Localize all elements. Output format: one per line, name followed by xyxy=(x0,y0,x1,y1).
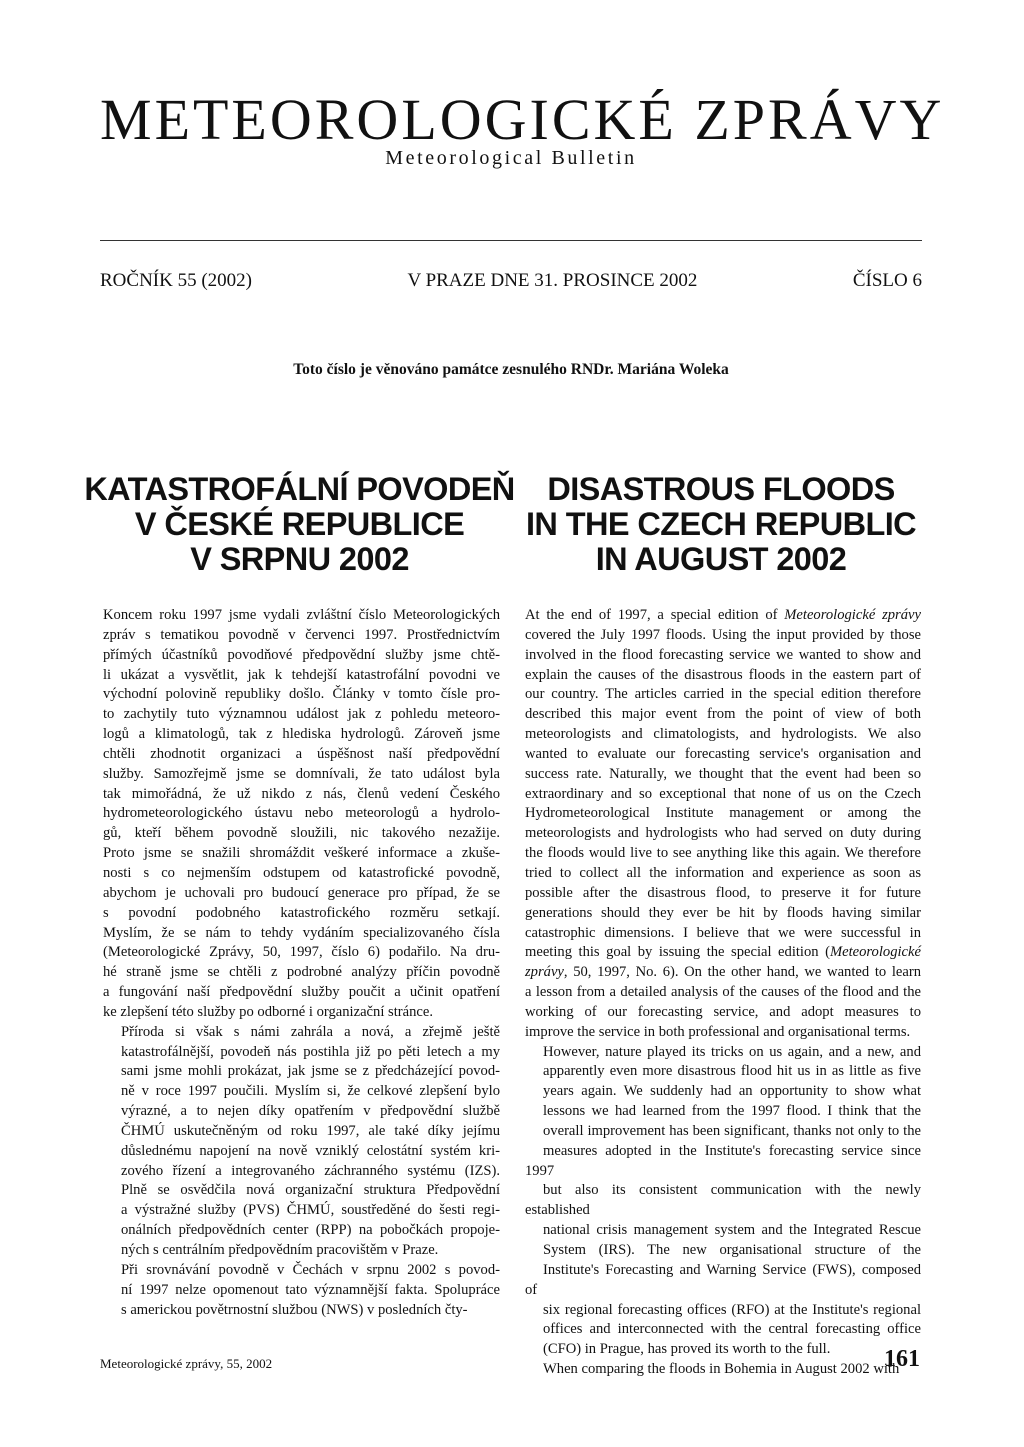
body-column-czech xyxy=(103,606,500,1320)
body-line: gů, kteří během povodně sloužili, nic takového nezažije. xyxy=(103,825,500,842)
body-line: s americkou povětrnostní službou (NWS) v posledních čty- xyxy=(121,1301,468,1318)
title-line: IN AUGUST 2002 xyxy=(595,541,847,577)
body-line: Při srovnávání povodně v Čechách v srpnu 2002 s povod- xyxy=(121,1261,500,1278)
journal-name-italic: Meteorologické xyxy=(829,944,921,961)
body-line: nosti s co nejmenším odstupem od katastrofické povodně, xyxy=(103,864,500,881)
body-line: ke zlepšení této služby po odborné i organizační stránce. xyxy=(103,1003,434,1020)
body-line: possible after the disastrous flood, to preserve it for future xyxy=(525,884,921,901)
body-line: wanted to evaluate our forecasting service's organisation and xyxy=(525,745,921,762)
body-line: described this major event from the point of view of both xyxy=(525,706,921,723)
body-line: involved in the flood forecasting service we wanted to show and xyxy=(525,646,921,663)
body-line: offices and interconnected with the central forecasting office xyxy=(543,1321,921,1338)
title-line: DISASTROUS FLOODS xyxy=(547,471,895,507)
journal-name-italic: Meteorologické zprávy xyxy=(784,607,921,623)
body-line: six regional forecasting offices (RFO) at the Institute's regional xyxy=(543,1301,921,1318)
body-line: apparently even more disastrous flood hit us in as little as five xyxy=(543,1063,921,1080)
body-line: covered the July 1997 floods. Using the input provided by those xyxy=(525,626,921,643)
body-line: Příroda si však s námi zahrála a nová, a zřejmě ještě xyxy=(121,1023,500,1040)
journal-subtitle: Meteorological Bulletin xyxy=(385,147,637,169)
body-line: služby. Samozřejmě jsme se domnívali, že tato událost byla xyxy=(103,765,500,782)
page-number: 161 xyxy=(884,1346,920,1372)
body-line: but also its consistent communication with the newly established xyxy=(525,1182,921,1219)
body-line: national crisis management system and the Integrated Rescue xyxy=(543,1222,921,1239)
body-line: zpráv s tematikou povodně v červenci 1997. Prostřednictvím xyxy=(103,626,500,643)
header-divider xyxy=(100,240,922,241)
body-line: meeting this goal by issuing the special edition (Meteorologické xyxy=(525,944,921,961)
place-date-label: V PRAZE DNE 31. PROSINCE 2002 xyxy=(407,270,698,291)
article-title-czech xyxy=(83,472,516,577)
body-line: východní polovině republiky došlo. Články v tomto čísle pro- xyxy=(103,686,500,703)
volume-label: ROČNÍK 55 (2002) xyxy=(100,270,252,291)
body-line: (Meteorologické Zprávy, 50, 1997, číslo 6) podařilo. Na dru- xyxy=(103,944,500,961)
body-paragraph xyxy=(103,1261,500,1321)
body-line: a výstražné služby (PVS) ČHMÚ, soustředěné do šesti regi- xyxy=(121,1202,500,1219)
body-line: extraordinary and so exceptional that none of us on the Czech xyxy=(525,785,921,802)
body-line: Plně se osvědčila nová organizační struktura Předpovědní xyxy=(121,1182,500,1199)
body-line: measures adopted in the Institute's forecasting service since 1997 xyxy=(525,1142,921,1179)
body-paragraph xyxy=(103,1023,500,1261)
body-line: a fungování naší předpovědní služby poučit a učinit opatření xyxy=(103,984,500,1001)
body-line: ných s centrálním předpovědním pracovištěm v Praze. xyxy=(121,1242,439,1258)
body-line: katastrofálnější, povodeň nás postihla již po pěti letech a my xyxy=(121,1043,500,1060)
body-line: Proto jsme se snažili shromáždit veškeré informace a zkuše- xyxy=(103,845,500,862)
body-line: generations should they ever be hit by floods having similar xyxy=(525,904,921,921)
footer-citation: Meteorologické zprávy, 55, 2002 xyxy=(100,1356,273,1371)
article-title-english xyxy=(505,472,937,577)
body-line: overall improvement has been significant, thanks not only to the xyxy=(543,1122,921,1139)
body-line: s povodní podobného katastrofického rozměru setkají. xyxy=(103,904,500,921)
body-line: abychom je uchovali pro budoucí generace pro případ, že se xyxy=(103,884,500,901)
body-paragraph xyxy=(525,606,921,1043)
body-line: Institute's Forecasting and Warning Service (FWS), composed of xyxy=(525,1261,921,1298)
body-line: System (IRS). The new organisational structure of the xyxy=(543,1242,921,1258)
body-line: ČHMÚ uskutečněným od roku 1997, ale také díky jejímu xyxy=(121,1122,500,1139)
title-line: V SRPNU 2002 xyxy=(190,541,409,577)
body-column-english xyxy=(525,606,921,1380)
body-line: zového řízení a integrovaného záchranného systému (IZS). xyxy=(121,1162,500,1179)
body-line: (CFO) in Prague, has proved its worth to the full. xyxy=(543,1341,831,1358)
issue-line xyxy=(100,268,922,294)
body-paragraph xyxy=(525,1043,921,1361)
body-line: a lesson from a detailed analysis of the causes of the flood and the xyxy=(525,984,921,1001)
body-line: zprávy, 50, 1997, No. 6). On the other hand, we wanted to learn xyxy=(525,964,921,981)
body-line: improve the service in both professional and organisational terms. xyxy=(525,1023,911,1040)
body-line: onálních předpovědních center (RPP) na pobočkách propoje- xyxy=(121,1222,500,1239)
body-line: sami jsme mohli prokázat, jak jsme se z předcházející povod- xyxy=(121,1063,500,1080)
issue-number-label: ČÍSLO 6 xyxy=(852,270,922,291)
title-line: KATASTROFÁLNÍ POVODEŇ xyxy=(84,471,515,507)
title-line: IN THE CZECH REPUBLIC xyxy=(525,506,917,542)
body-line: years again. We suddenly had an opportunity to show what xyxy=(543,1083,921,1100)
body-line: success rate. Naturally, we thought that the event had been so xyxy=(525,765,921,782)
body-line: working of our forecasting service, and adopt measures to xyxy=(525,1003,921,1020)
body-line: ní 1997 nelze opomenout tato významnější fakta. Spolupráce xyxy=(121,1281,500,1298)
body-line: ně v roce 1997 poučili. Myslím si, že celkové zlepšení bylo xyxy=(121,1083,500,1100)
dedication: Toto číslo je věnováno památce zesnulého RNDr. Mariána Woleka xyxy=(293,361,729,378)
body-line: Myslím, že se nám to tehdy vydáním specializovaného čísla xyxy=(103,924,500,941)
body-paragraph xyxy=(103,606,500,1023)
body-paragraph xyxy=(525,1360,921,1380)
body-line: to zachytily tuto významnou událost jak z pohledu meteoro- xyxy=(103,706,500,723)
body-line: tried to collect all the information and experience as soon as xyxy=(525,864,921,881)
body-line: meteorologists and climatologists, and hydrologists. We also xyxy=(525,726,921,743)
body-line: hydrometeorologického ústavu nebo meteorologů a hydrolo- xyxy=(103,805,500,822)
body-line: tak mimořádná, že už nikdo z nás, členů vedení Českého xyxy=(103,785,500,802)
body-line: the floods would live to see anything like this again. We therefore xyxy=(525,845,921,862)
body-line: At the end of 1997, a special edition of Meteorologické zprávy xyxy=(525,607,921,623)
title-line: V ČESKÉ REPUBLICE xyxy=(134,506,465,542)
body-line: Hydrometeorological Institute management or among the xyxy=(525,805,921,822)
body-line: logů a klimatologů, tak z hlediska hydrologů. Zároveň jsme xyxy=(103,726,500,743)
body-line: li ukázat a vysvětlit, jak k tehdejší katastrofální povodni ve xyxy=(103,666,500,683)
body-line: However, nature played its tricks on us again, and a new, and xyxy=(543,1043,921,1060)
body-line: lessons we had learned from the 1997 flood. I think that the xyxy=(543,1103,921,1120)
body-line: When comparing the floods in Bohemia in August 2002 with xyxy=(543,1361,900,1378)
journal-name-italic: zprávy xyxy=(525,964,564,981)
body-line: explain the causes of the disastrous floods in the eastern part of xyxy=(525,666,921,683)
body-line: catastrophic dimensions. I believe that we were successful in xyxy=(525,924,921,941)
body-line: hé straně jsme se chtěli z podrobné analýzy příčin povodně xyxy=(103,964,500,981)
body-line: meteorologists and hydrologists who had served on duty during xyxy=(525,825,921,842)
body-line: výrazné, a to nejen díky opatřením v předpovědní službě xyxy=(121,1103,500,1120)
body-line: důslednému napojení na nově vzniklý celostátní systém kri- xyxy=(121,1142,500,1159)
body-line: our country. The articles carried in the special edition therefore xyxy=(525,686,921,703)
body-line: Koncem roku 1997 jsme vydali zvláštní číslo Meteorologických xyxy=(103,607,500,623)
journal-title: METEOROLOGICKÉ ZPRÁVY xyxy=(100,87,945,152)
body-line: chtěli zhodnotit organizaci a úspěšnost naší předpovědní xyxy=(103,745,500,762)
body-line: přímých účastníků povodňové předpovědní služby jsme chtě- xyxy=(103,646,500,663)
